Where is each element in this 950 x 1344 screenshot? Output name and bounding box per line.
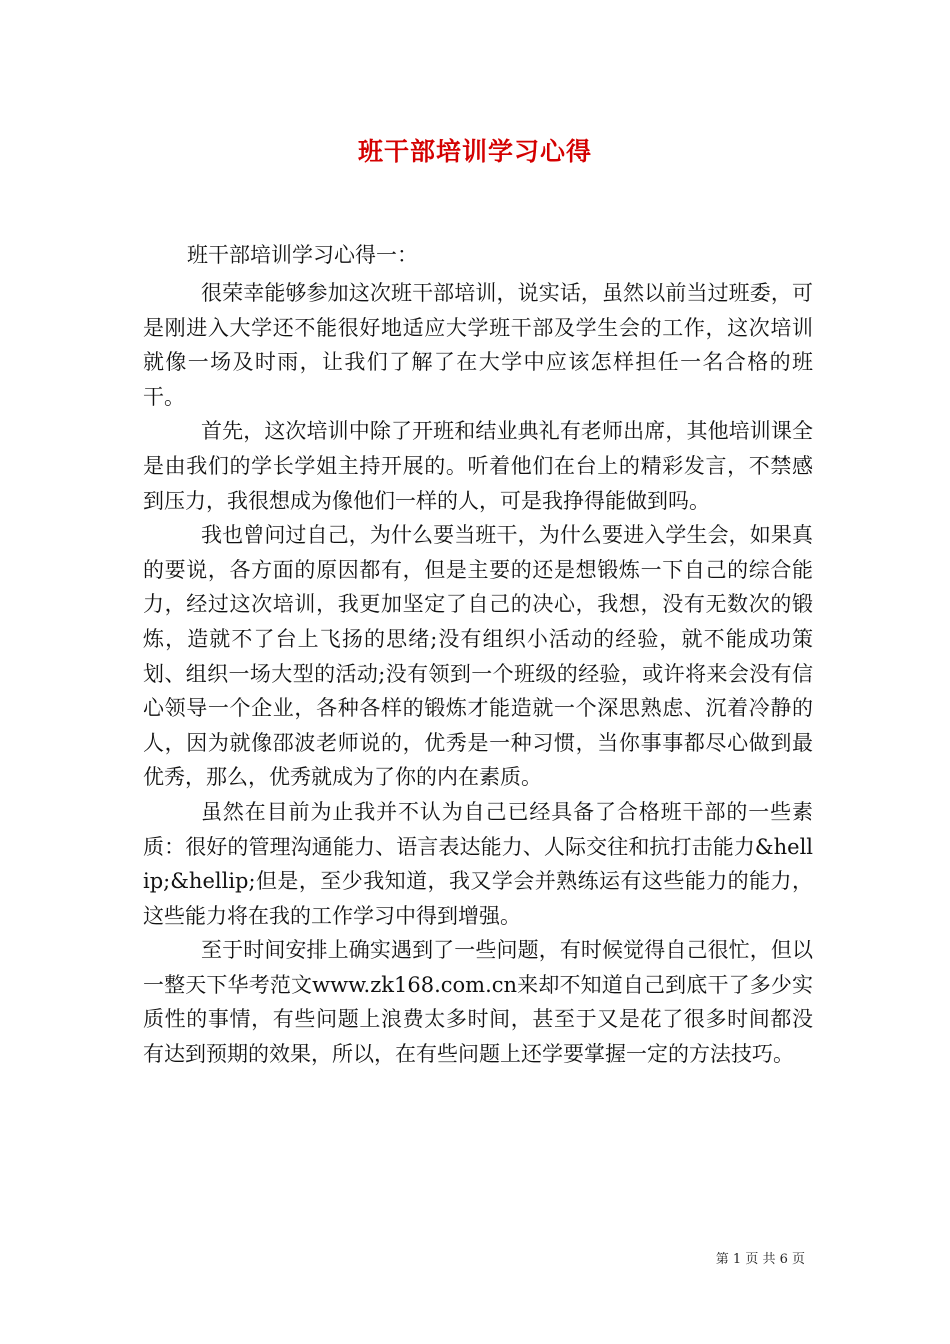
paragraph: 我也曾问过自己，为什么要当班干，为什么要进入学生会，如果真的要说，各方面的原因都有，但是主要的还是想锻炼一下自己的综合能力，经过这次培训，我更加坚定了自己的决心，我想，没有无数次的锻炼，造就不了台上飞扬的思绪;没有组织小活动的经验，就不能成功策划、组织一场大型的活动;没有领到一个班级的经验，或许将来会没有信心领导一个企业，各种各样的锻炼才能造就一个深思熟虑、沉着冷静的人，因为就像邵波老师说的，优秀是一种习惯，当你事事都尽心做到最优秀，那么，优秀就成为了你的内在素质。 bbox=[143, 523, 813, 790]
paragraph: 很荣幸能够参加这次班干部培训，说实话，虽然以前当过班委，可是刚进入大学还不能很好地适应大学班干部及学生会的工作，这次培训就像一场及时雨，让我们了解了在大学中应该怎样担任一名合格的班干。 bbox=[143, 281, 813, 409]
document-body bbox=[143, 238, 813, 1072]
paragraph: 虽然在目前为止我并不认为自己已经具备了合格班干部的一些素质：很好的管理沟通能力、语言表达能力、人际交往和抗打击能力&hellip;&hellip;但是，至少我知道，我又学会并熟练运有这些能力的能力，这些能力将在我的工作学习中得到增强。 bbox=[143, 799, 813, 928]
page-number: 第 1 页 共 6 页 bbox=[715, 1252, 805, 1267]
section-subheading: 班干部培训学习心得一： bbox=[187, 243, 418, 267]
paragraph: 至于时间安排上确实遇到了一些问题，有时候觉得自己很忙，但以一整天下华考范文www.zk168.com.cn来却不知道自己到底干了多少实质性的事情，有些问题上浪费太多时间，甚至于又是花了很多时间都没有达到预期的效果，所以，在有些问题上还学要掌握一定的方法技巧。 bbox=[143, 938, 813, 1067]
document-title: 班干部培训学习心得 bbox=[357, 137, 592, 166]
paragraph: 首先，这次培训中除了开班和结业典礼有老师出席，其他培训课全是由我们的学长学姐主持开展的。听着他们在台上的精彩发言，不禁感到压力，我很想成为像他们一样的人，可是我挣得能做到吗。 bbox=[143, 419, 813, 513]
